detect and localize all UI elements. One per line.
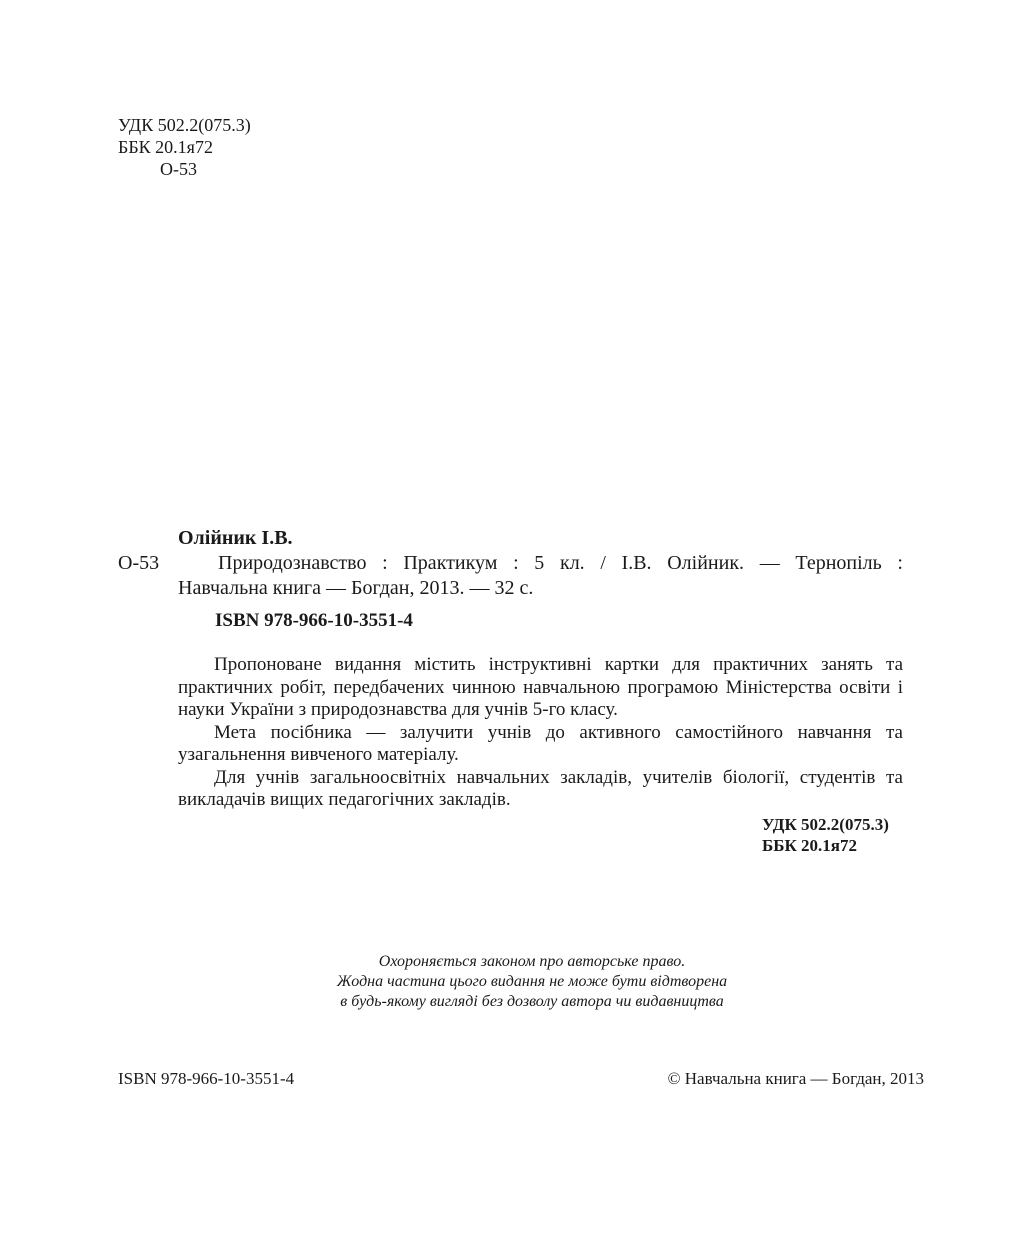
catalog-mark: О-53 <box>118 552 160 574</box>
author-mark: О-53 <box>160 159 197 179</box>
annotation-paragraph-2: Мета посібника — залучити учнів до активного самостійного навчання та узагальнення вивченого матеріалу. <box>178 721 903 765</box>
bibliographic-description <box>178 551 903 601</box>
footer-isbn: ISBN 978-966-10-3551-4 <box>118 1069 295 1088</box>
copyright-notice-line-1: Охороняється законом про авторське право. <box>378 953 686 970</box>
annotation-paragraph-1: Пропоноване видання містить інструктивні картки для практичних занять та практичних робіт, передбачених чинною навчальною програмою Міністерства освіти і науки України з природознавства для учнів 5-го класу. <box>178 654 903 720</box>
author-name: Олійник І.В. <box>178 527 293 549</box>
annotation <box>178 654 903 812</box>
classification-codes-top <box>118 114 251 180</box>
annotation-paragraph-3: Для учнів загальноосвітніх навчальних закладів, учителів біології, студентів та викладачів вищих педагогічних закладів. <box>178 766 903 810</box>
udk-code: УДК 502.2(075.3) <box>118 115 251 135</box>
udk-code-bold: УДК 502.2(075.3) <box>762 815 889 834</box>
classification-codes-bottom <box>762 814 889 856</box>
bib-line-2: Навчальна книга — Богдан, 2013. — 32 с. <box>178 577 534 599</box>
isbn-bold: ISBN 978-966-10-3551-4 <box>215 610 413 631</box>
copyright-notice <box>250 952 814 1012</box>
copyright-notice-line-3: в будь-якому вигляді без дозволу автора чи видавництва <box>340 993 724 1010</box>
bbk-code-bold: ББК 20.1я72 <box>762 836 858 855</box>
footer-copyright: © Навчальна книга — Богдан, 2013 <box>667 1069 924 1088</box>
bib-line-1: Природознавство : Практикум : 5 кл. / І.В. Олійник. — Тернопіль : <box>218 552 903 574</box>
bbk-code: ББК 20.1я72 <box>118 137 213 157</box>
copyright-notice-line-2: Жодна частина цього видання не може бути відтворена <box>336 973 728 990</box>
